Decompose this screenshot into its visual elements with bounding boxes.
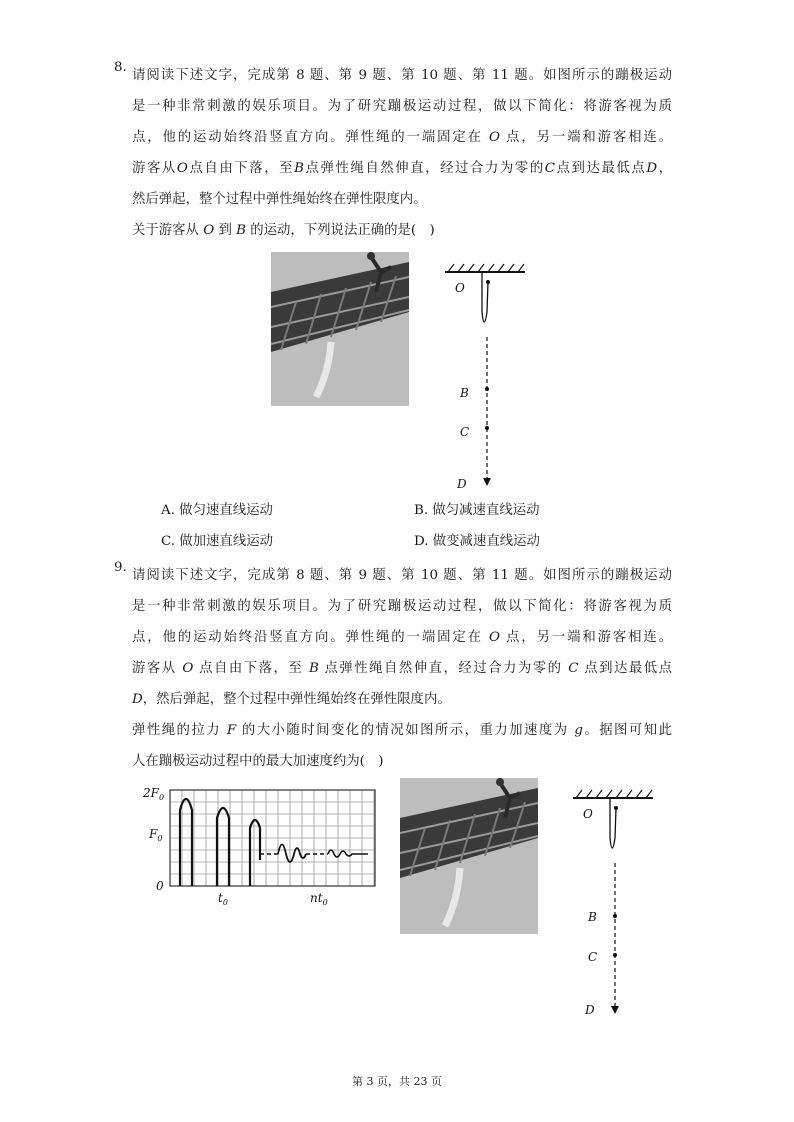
svg-text:2F0: $2F_0$ (143, 786, 165, 802)
q8-line-5: 然后弹起，整个过程中弹性绳始终在弹性限度内。 (132, 192, 427, 207)
option-C[interactable]: C. 做加速直线运动 (161, 534, 274, 549)
q9-line-2: 是一种非常刺激的娱乐项目。为了研究蹦极运动过程，做以下简化：将游客视为质 (132, 599, 672, 614)
svg-text:F0: $F_0$ (149, 827, 163, 843)
svg-text:C: C (588, 950, 598, 964)
q9-line-3: 点，他的运动始终沿竖直方向。弹性绳的一端固定在 O 点，另一端和游客相连。 (132, 630, 672, 645)
q8-line-4: 游客从O点自由下落，至B点弹性绳自然伸直，经过合力为零的C点到达最低点D， (132, 161, 673, 176)
svg-text:t0: $t_0$ (218, 891, 228, 907)
q9-line-6: 弹性绳的拉力 F 的大小随时间变化的情况如图所示，重力加速度为 g。据图可知此 (132, 723, 673, 738)
bungee-photo-2 (400, 778, 538, 934)
q8-line-2: 是一种非常刺激的娱乐项目。为了研究蹦极运动过程，做以下简化：将游客视为质 (132, 99, 672, 114)
svg-text:nt0: $nt_0$ (310, 891, 328, 907)
rope-diagram (440, 262, 530, 492)
option-D[interactable]: D. 做变减速直线运动 (414, 534, 540, 549)
svg-text:O: O (583, 807, 593, 821)
label-C: C (460, 425, 470, 439)
q9-line-1: 请阅读下述文字，完成第 8 题、第 9 题、第 10 题、第 11 题。如图所示的蹦极运动 (132, 568, 672, 583)
question-number: 8. (114, 60, 127, 75)
svg-text:B: B (588, 910, 597, 924)
question-number: 9. (114, 560, 127, 575)
q8-line-6: 关于游客从 O 到 B 的运动，下列说法正确的是( ) (132, 223, 435, 238)
label-B: B (460, 386, 469, 400)
q9-line-7: 人在蹦极运动过程中的最大加速度约为( ) (132, 754, 384, 769)
rope-diagram-2 (568, 788, 658, 1020)
option-A[interactable]: A. 做匀速直线运动 (161, 503, 273, 518)
bungee-photo (271, 252, 409, 406)
label-D: D (457, 477, 467, 491)
question-8 (114, 60, 673, 246)
q8-line-1: 请阅读下述文字，完成第 8 题、第 9 题、第 10 题、第 11 题。如图所示的蹦极运动 (132, 68, 672, 83)
svg-text:0: 0 (156, 879, 164, 893)
option-B[interactable]: B. 做匀减速直线运动 (414, 503, 540, 518)
label-O: O (455, 281, 465, 295)
q8-line-3: 点，他的运动始终沿竖直方向。弹性绳的一端固定在 O 点，另一端和游客相连。 (132, 130, 672, 145)
svg-text:D: D (585, 1003, 595, 1017)
question-9 (114, 560, 673, 777)
page-footer: 第 3 页，共 23 页 (352, 1075, 442, 1088)
q9-line-5: D，然后弹起，整个过程中弹性绳始终在弹性限度内。 (132, 692, 451, 707)
force-time-graph (140, 780, 385, 908)
q9-line-4: 游客从 O 点自由下落，至 B 点弹性绳自然伸直，经过合力为零的 C 点到达最低点 (132, 661, 672, 676)
